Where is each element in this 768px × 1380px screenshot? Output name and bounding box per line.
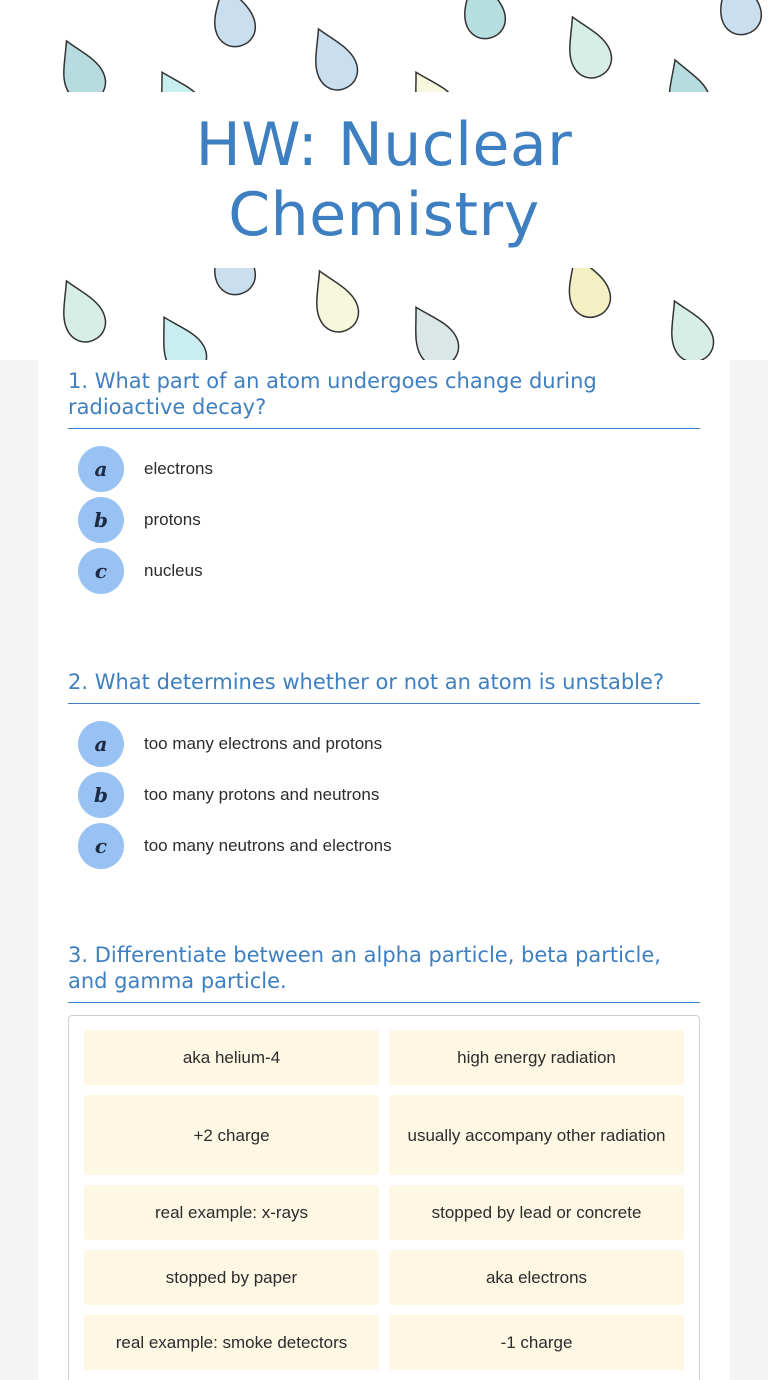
option-letter-badge[interactable]: a	[78, 446, 124, 492]
option-letter-badge[interactable]: b	[78, 497, 124, 543]
question-1	[68, 368, 700, 596]
option-2b[interactable]	[68, 769, 700, 820]
question-3	[68, 942, 700, 1003]
answer-chip[interactable]: high energy radiation	[389, 1030, 684, 1085]
answer-chip[interactable]: usually accompany other radiation	[389, 1095, 684, 1175]
question-3-title: 3. Differentiate between an alpha particle, beta particle, and gamma particle.	[68, 942, 700, 1003]
option-text[interactable]: nucleus	[144, 560, 203, 580]
title-band	[0, 92, 768, 268]
option-text[interactable]: electrons	[144, 458, 213, 478]
answer-chip[interactable]: aka helium-4	[84, 1030, 379, 1085]
option-text[interactable]: protons	[144, 509, 201, 529]
option-text[interactable]: too many electrons and protons	[144, 733, 383, 753]
question-2-options	[68, 718, 700, 871]
option-letter-badge[interactable]: c	[78, 823, 124, 869]
option-letter-badge[interactable]: b	[78, 772, 124, 818]
option-text[interactable]: too many neutrons and electrons	[144, 835, 392, 855]
option-letter-badge[interactable]: c	[78, 548, 124, 594]
option-2a[interactable]	[68, 718, 700, 769]
option-letter-badge[interactable]: a	[78, 721, 124, 767]
title-line-1: HW: Nuclear	[195, 110, 573, 180]
header-banner	[0, 0, 768, 360]
answer-chip-grid	[84, 1030, 685, 1370]
page-title	[124, 110, 644, 250]
answer-chip[interactable]: stopped by lead or concrete	[389, 1185, 684, 1240]
answer-chip[interactable]: real example: x-rays	[84, 1185, 379, 1240]
answer-chip[interactable]: aka electrons	[389, 1250, 684, 1305]
answer-chip[interactable]: real example: smoke detectors	[84, 1315, 379, 1370]
option-1b[interactable]	[68, 494, 700, 545]
question-1-title: 1. What part of an atom undergoes change during radioactive decay?	[68, 368, 700, 429]
matching-answer-bank	[68, 1015, 700, 1380]
answer-chip[interactable]: +2 charge	[84, 1095, 379, 1175]
option-text[interactable]: too many protons and neutrons	[144, 784, 380, 804]
option-2c[interactable]	[68, 820, 700, 871]
title-line-2: Chemistry	[228, 180, 540, 250]
answer-chip[interactable]: stopped by paper	[84, 1250, 379, 1305]
question-2-title: 2. What determines whether or not an atom is unstable?	[68, 669, 700, 704]
answer-chip[interactable]: -1 charge	[389, 1315, 684, 1370]
question-2	[68, 669, 700, 871]
question-1-options	[68, 443, 700, 596]
option-1a[interactable]	[68, 443, 700, 494]
option-1c[interactable]	[68, 545, 700, 596]
worksheet-card	[38, 360, 730, 1380]
